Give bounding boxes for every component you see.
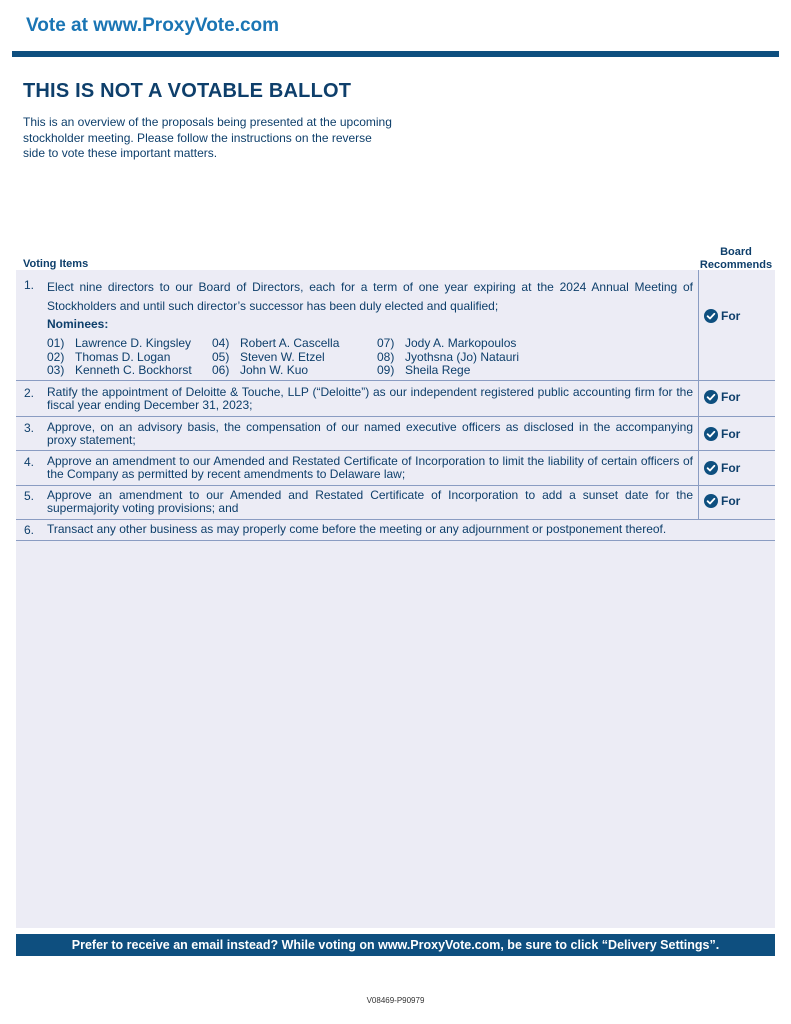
header-divider — [12, 51, 779, 57]
nominee-item — [47, 363, 212, 377]
voting-item-row — [16, 486, 775, 520]
nominee-name: Robert A. Cascella — [240, 336, 340, 350]
recommendation-label: For — [721, 427, 741, 441]
check-circle-icon — [704, 461, 718, 475]
board-header-line2: Recommends — [699, 258, 773, 271]
voting-item-row — [16, 417, 775, 451]
item-number: 3. — [24, 421, 35, 435]
board-recommends-header — [697, 246, 775, 271]
item-text: Transact any other business as may properly come before the meeting or any adjournment or postponement thereof. — [47, 522, 667, 536]
item-number: 1. — [24, 278, 35, 292]
check-circle-icon — [704, 494, 718, 508]
item-text: Elect nine directors to our Board of Directors, each for a term of one year expiring at the 2024 Annual Meeting of Stockholders and until such director’s successor has been duly elected and qualified; — [47, 280, 693, 313]
proxyvote-header-link[interactable]: Vote at www.ProxyVote.com — [26, 15, 280, 36]
voting-item-row — [16, 451, 775, 486]
nominee-item — [377, 363, 577, 377]
nominee-name: Steven W. Etzel — [240, 349, 325, 364]
nominee-index: 05) — [212, 349, 230, 364]
nominee-item — [377, 336, 577, 350]
nominee-index: 02) — [47, 349, 65, 364]
recommendation-cell — [698, 381, 776, 416]
recommendation — [704, 309, 740, 323]
nominee-list — [47, 336, 577, 377]
nominee-name: Jody A. Markopoulos — [405, 336, 517, 350]
nominee-item — [212, 363, 377, 377]
nominee-name: Jyothsna (Jo) Natauri — [405, 349, 520, 364]
nominee-item — [47, 336, 212, 350]
nominee-name: John W. Kuo — [240, 363, 309, 377]
nominee-name: Sheila Rege — [405, 363, 471, 377]
recommendation — [704, 427, 740, 441]
voting-items-header: Voting Items — [23, 258, 89, 270]
item-number: 2. — [24, 386, 35, 400]
nominee-index: 09) — [377, 363, 395, 377]
check-circle-icon — [704, 427, 718, 441]
intro-text: This is an overview of the proposals being presented at the upcoming stockholder meeting. Please follow the instructions on the reverse side to vote these important matters. — [23, 115, 392, 160]
recommendation — [704, 390, 740, 404]
check-circle-icon — [704, 390, 718, 404]
recommendation-cell — [698, 451, 776, 485]
recommendation — [704, 461, 740, 475]
item-number: 5. — [24, 489, 35, 503]
recommendation-cell — [698, 417, 776, 450]
nominees-label: Nominees: — [47, 317, 109, 331]
recommendation-label: For — [721, 494, 741, 508]
board-header-line1: Board — [720, 246, 752, 258]
delivery-settings-banner: Prefer to receive an email instead? While voting on www.ProxyVote.com, be sure to click “Delivery Settings”. — [16, 934, 775, 956]
nominee-index: 08) — [377, 349, 395, 364]
nominee-index: 01) — [47, 336, 65, 350]
item-number: 4. — [24, 455, 35, 469]
nominee-name: Thomas D. Logan — [75, 349, 171, 364]
recommendation-cell — [698, 486, 776, 519]
check-circle-icon — [704, 309, 718, 323]
recommendation — [704, 494, 740, 508]
nominee-item — [212, 350, 377, 364]
nominee-index: 07) — [377, 336, 395, 350]
recommendation-label: For — [721, 461, 741, 475]
nominee-name: Kenneth C. Bockhorst — [75, 363, 192, 377]
voting-item-row — [16, 520, 775, 541]
nominee-item — [47, 350, 212, 364]
nominee-item — [212, 336, 377, 350]
item-text: Approve, on an advisory basis, the compensation of our named executive officers as disclosed in the accompanying proxy statement; — [47, 420, 693, 447]
nominee-index: 04) — [212, 336, 230, 350]
recommendation-cell — [698, 270, 776, 380]
item-text: Ratify the appointment of Deloitte & Touche, LLP (“Deloitte”) as our independent registered public accounting firm for the fiscal year ending December 31, 2023; — [47, 385, 693, 412]
item-text: Approve an amendment to our Amended and Restated Certificate of Incorporation to add a sunset date for the supermajority voting provisions; and — [47, 488, 693, 515]
recommendation-label: For — [721, 390, 741, 404]
voting-item-row — [16, 381, 775, 417]
nominee-name: Lawrence D. Kingsley — [75, 336, 192, 350]
voting-item-row — [16, 270, 775, 381]
nominee-index: 06) — [212, 363, 230, 377]
item-text: Approve an amendment to our Amended and Restated Certificate of Incorporation to limit the liability of certain officers of the Company as permitted by recent amendments to Delaware law; — [47, 454, 693, 481]
document-code: V08469-P90979 — [366, 996, 425, 1005]
nominee-index: 03) — [47, 363, 65, 377]
item-number: 6. — [24, 523, 35, 537]
nominee-item — [377, 350, 577, 364]
page-title: THIS IS NOT A VOTABLE BALLOT — [23, 80, 352, 102]
recommendation-label: For — [721, 309, 741, 323]
